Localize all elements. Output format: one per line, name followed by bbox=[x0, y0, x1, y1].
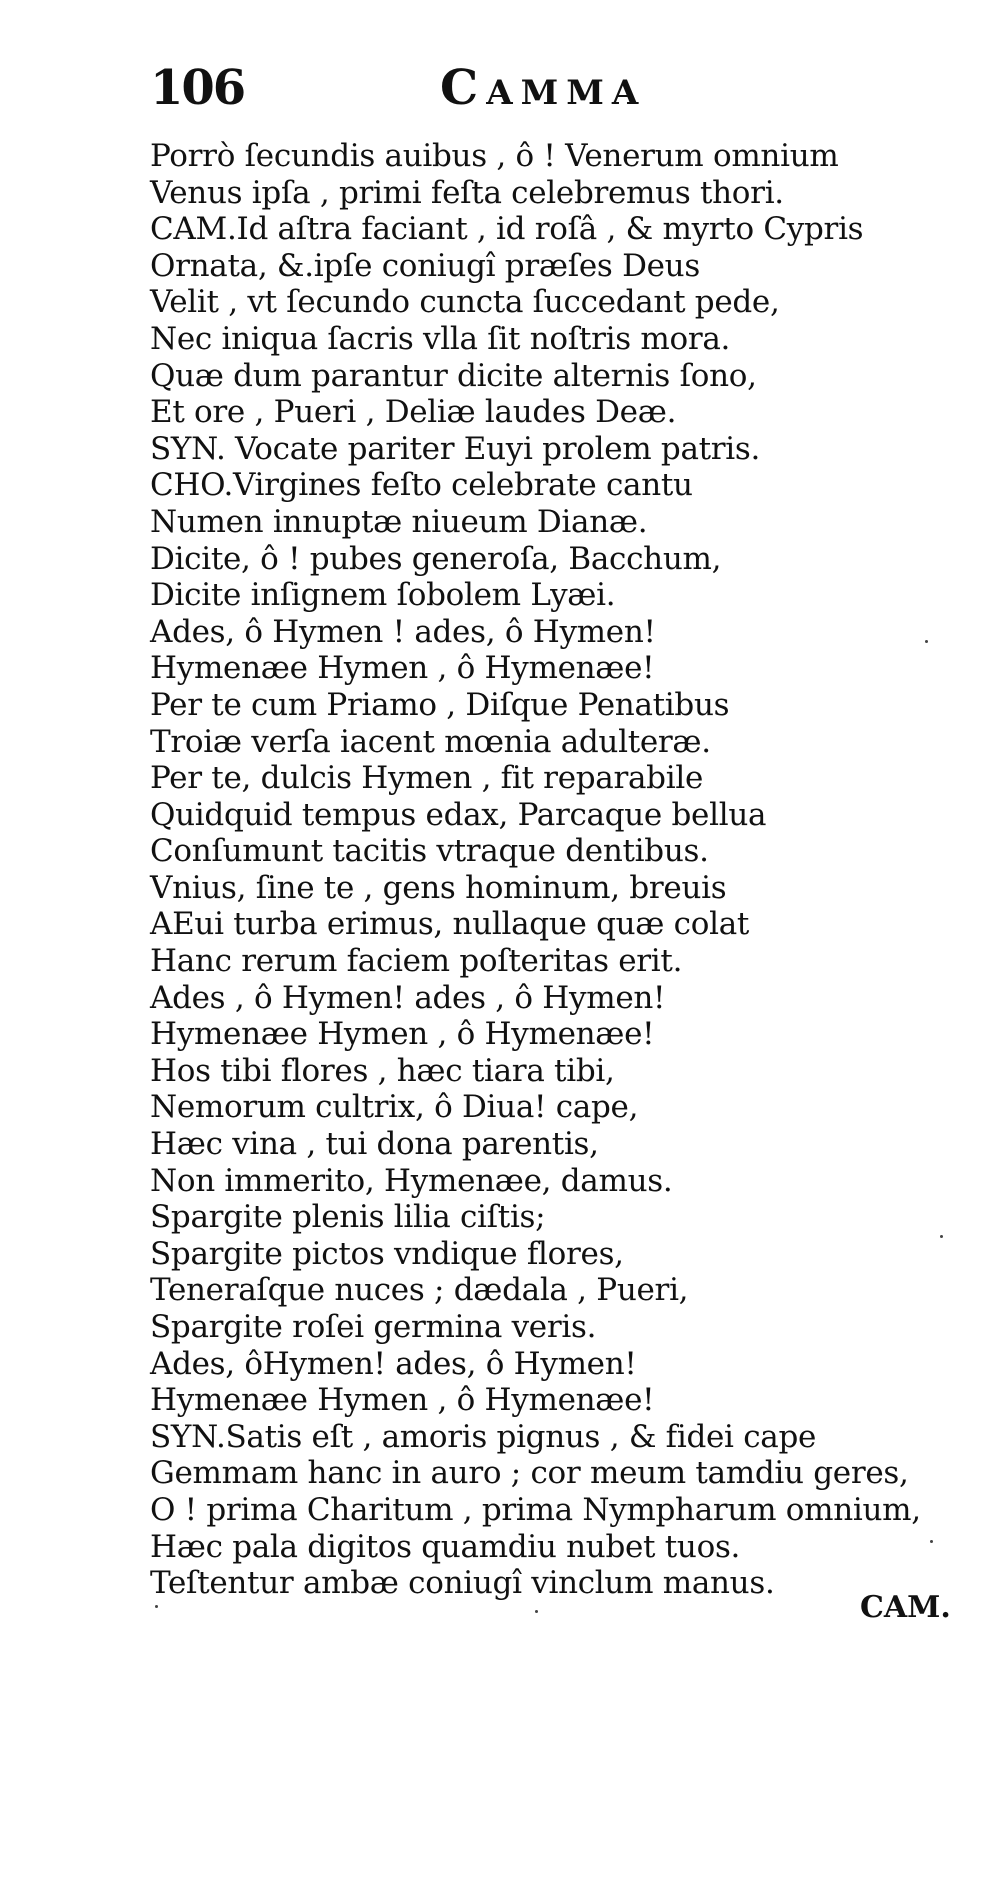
text-line: Teneraſque nuces ; dædala , Pueri, bbox=[150, 1272, 689, 1309]
text-line: Hæc vina , tui dona parentis, bbox=[150, 1126, 599, 1163]
text-line: Hanc rerum faciem poſteritas erit. bbox=[150, 943, 683, 980]
text-line: Vnius, ſine te , gens hominum, breuis bbox=[150, 869, 727, 906]
text-line: Ades, ôHymen! ades, ô Hymen! bbox=[150, 1345, 637, 1382]
text-line: Dicite, ô ! pubes generoſa, Bacchum, bbox=[150, 540, 722, 577]
text-line: Quæ dum parantur dicite alternis ſono, bbox=[150, 357, 757, 394]
text-line: Per te, dulcis Hymen , fit reparabile bbox=[150, 760, 703, 797]
text-line: Nec iniqua ſacris vlla ſit noſtris mora. bbox=[150, 320, 731, 357]
text-line: Porrò ſecundis auibus , ô ! Venerum omnium bbox=[150, 138, 839, 174]
text-line: Dicite inſignem ſobolem Lyæi. bbox=[150, 577, 616, 614]
text-line: Venus ipſa , primi feſta celebremus thori. bbox=[150, 174, 784, 211]
text-line: Spargite plenis lilia ciſtis; bbox=[150, 1199, 546, 1236]
text-line: Numen innuptæ niueum Dianæ. bbox=[150, 503, 648, 540]
page-number: 106 bbox=[150, 60, 245, 116]
ink-speck bbox=[930, 1540, 933, 1543]
text-line: CAM.Id aſtra faciant , id roſâ , & myrto Cypris bbox=[150, 211, 864, 248]
text-line: O ! prima Charitum , prima Nympharum omnium, bbox=[150, 1491, 921, 1528]
text-line: Non immerito, Hymenæe, damus. bbox=[150, 1162, 673, 1199]
text-line: CHO.Virgines feſto celebrate cantu bbox=[150, 467, 693, 504]
text-line: Spargite roſei germina veris. bbox=[150, 1309, 597, 1345]
text-line: SYN.Satis eſt , amoris pignus , & fidei cape bbox=[150, 1418, 817, 1455]
verse-text bbox=[150, 138, 950, 1602]
text-line: Per te cum Priamo , Diſque Penatibus bbox=[150, 686, 730, 723]
ink-speck bbox=[925, 640, 928, 643]
text-line: Spargite pictos vndique flores, bbox=[150, 1235, 624, 1272]
text-line: Ornata, &.ipſe coniugî præſes Deus bbox=[150, 247, 700, 284]
text-line: Ades , ô Hymen! ades , ô Hymen! bbox=[150, 979, 666, 1016]
text-line: Velit , vt ſecundo cuncta ſuccedant pede, bbox=[150, 284, 780, 321]
text-line: Hymenæe Hymen , ô Hymenæe! bbox=[150, 1016, 655, 1053]
text-line: SYN. Vocate pariter Euyi prolem patris. bbox=[150, 430, 761, 467]
text-line: Troiæ verſa iacent mœnia adulteræ. bbox=[150, 723, 711, 760]
text-line: Ades, ô Hymen ! ades, ô Hymen! bbox=[150, 613, 656, 650]
text-line: Gemmam hanc in auro ; cor meum tamdiu geres, bbox=[150, 1455, 909, 1492]
text-line: Nemorum cultrix, ô Diua! cape, bbox=[150, 1089, 639, 1126]
text-line: Teſtentur ambæ coniugî vinclum manus. bbox=[150, 1565, 775, 1602]
ink-speck bbox=[940, 1235, 943, 1238]
text-line: Conſumunt tacitis vtraque dentibus. bbox=[150, 833, 709, 870]
running-title: Camma bbox=[440, 60, 647, 116]
text-line: AEui turba erimus, nullaque quæ colat bbox=[150, 906, 750, 943]
text-line: Hymenæe Hymen , ô Hymenæe! bbox=[150, 650, 655, 687]
catchword: CAM. bbox=[860, 1590, 951, 1625]
text-line: Hæc pala digitos quamdiu nubet tuos. bbox=[150, 1528, 741, 1565]
ink-speck bbox=[155, 1605, 158, 1608]
text-line: Quidquid tempus edax, Parcaque bellua bbox=[150, 796, 767, 833]
running-head bbox=[150, 60, 870, 130]
text-line: Hymenæe Hymen , ô Hymenæe! bbox=[150, 1382, 655, 1419]
ink-speck bbox=[535, 1610, 538, 1613]
text-line: Et ore , Pueri , Deliæ laudes Deæ. bbox=[150, 394, 677, 431]
text-line: Hos tibi flores , hæc tiara tibi, bbox=[150, 1052, 615, 1089]
